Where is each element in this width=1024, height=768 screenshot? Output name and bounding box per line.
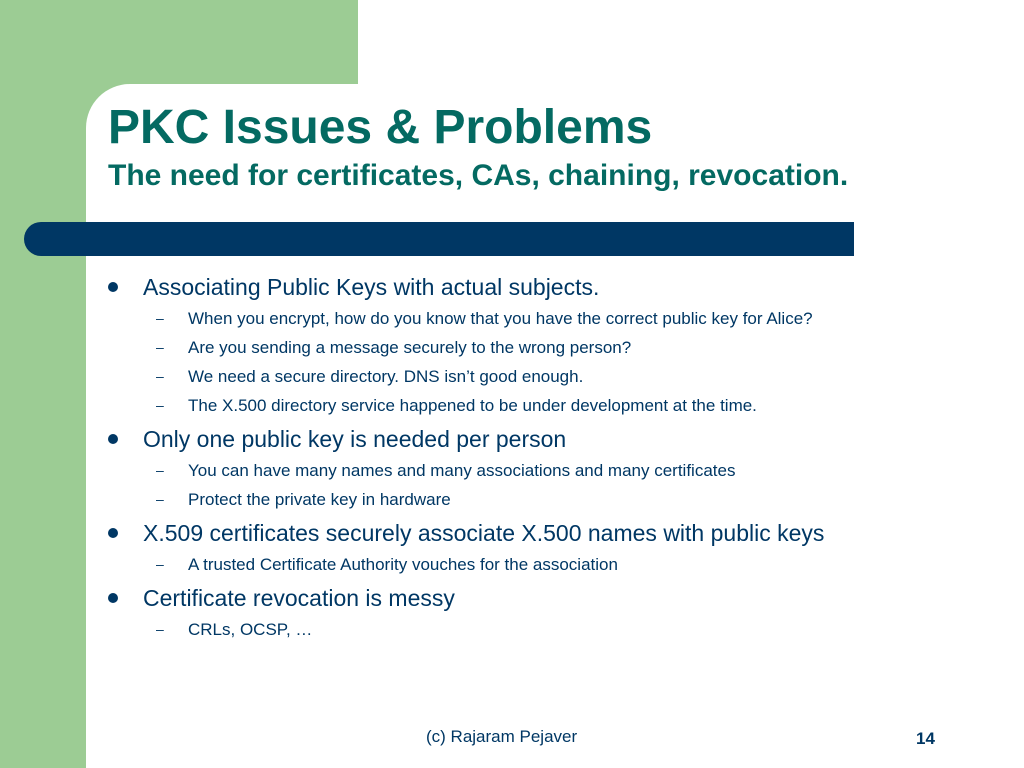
- page-number: 14: [916, 729, 935, 748]
- sub-bullet-item: [100, 304, 1000, 333]
- bullet-list: [100, 272, 1000, 646]
- sub-bullet-item: [100, 485, 1000, 514]
- bullet-text: Associating Public Keys with actual subjects.: [143, 274, 600, 300]
- title-accent-bar: [24, 222, 854, 256]
- sub-bullet-text: You can have many names and many associations and many certificates: [188, 461, 736, 480]
- bullet-dot-icon: [108, 282, 118, 292]
- sub-bullet-item: [100, 333, 1000, 362]
- sub-bullet-item: [100, 456, 1000, 485]
- sub-bullet-item: [100, 550, 1000, 579]
- sub-bullet-item: [100, 391, 1000, 420]
- dash-marker: –: [156, 621, 164, 637]
- bullet-item: [100, 518, 1000, 548]
- bullet-dot-icon: [108, 434, 118, 444]
- sub-bullet-list: [100, 304, 1000, 420]
- sub-bullet-text: CRLs, OCSP, …: [188, 620, 313, 639]
- bullet-item: [100, 583, 1000, 613]
- bullet-dot-icon: [108, 593, 118, 603]
- bullet-dot-icon: [108, 528, 118, 538]
- dash-marker: –: [156, 339, 164, 355]
- bullet-item: [100, 272, 1000, 302]
- dash-marker: –: [156, 397, 164, 413]
- sub-bullet-text: We need a secure directory. DNS isn’t good enough.: [188, 367, 584, 386]
- slide-title: PKC Issues & Problems: [108, 101, 653, 154]
- sub-bullet-text: A trusted Certificate Authority vouches for the association: [188, 555, 618, 574]
- dash-marker: –: [156, 462, 164, 478]
- sub-bullet-text: When you encrypt, how do you know that you have the correct public key for Alice?: [188, 309, 813, 328]
- sub-bullet-text: Protect the private key in hardware: [188, 490, 451, 509]
- dash-marker: –: [156, 556, 164, 572]
- dash-marker: –: [156, 368, 164, 384]
- sub-bullet-item: [100, 615, 1000, 644]
- bullet-text: Only one public key is needed per person: [143, 426, 567, 452]
- sub-bullet-item: [100, 362, 1000, 391]
- title-block: [108, 98, 1008, 194]
- bullet-text: X.509 certificates securely associate X.500 names with public keys: [143, 520, 825, 546]
- bullet-text: Certificate revocation is messy: [143, 585, 455, 611]
- bullet-item: [100, 424, 1000, 454]
- slide-subtitle: The need for certificates, CAs, chaining, revocation.: [108, 159, 849, 192]
- sub-bullet-text: Are you sending a message securely to the wrong person?: [188, 338, 632, 357]
- sub-bullet-list: [100, 456, 1000, 514]
- dash-marker: –: [156, 491, 164, 507]
- dash-marker: –: [156, 310, 164, 326]
- sub-bullet-text: The X.500 directory service happened to be under development at the time.: [188, 396, 757, 415]
- sub-bullet-list: [100, 615, 1000, 644]
- footer-credit: (c) Rajaram Pejaver: [426, 727, 578, 746]
- sub-bullet-list: [100, 550, 1000, 579]
